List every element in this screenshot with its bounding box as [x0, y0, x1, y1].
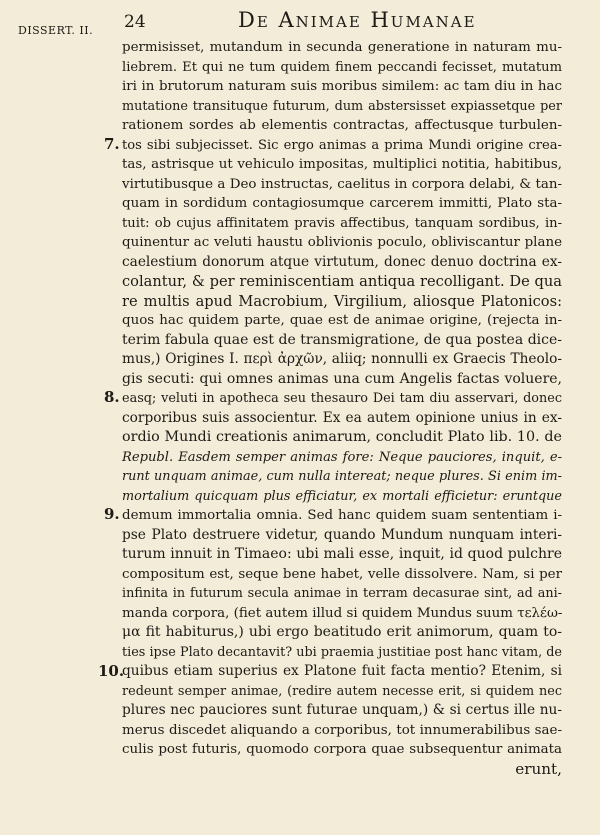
text-line: compositum est, seque bene habet, velle dissolvere. Nam, si per — [122, 566, 562, 582]
text-line: re multis apud Macrobium, Virgilium, aliosque Platonicos: — [122, 292, 562, 310]
text-line: quibus etiam superius ex Platone fuit facta mentio? Etenim, si — [122, 663, 562, 679]
margin-number: 10. — [98, 662, 125, 680]
catchword: erunt, — [515, 759, 562, 778]
text-line: merus discedet aliquando a corporibus, tot innumerabilibus sae- — [122, 722, 562, 738]
text-line: infinita in futurum secula animae in terram decasurae sint, ad ani- — [122, 586, 562, 601]
page-number: 24 — [124, 12, 146, 32]
text-line: Republ. Easdem semper animas fore: Neque pauciores, inquit, e- — [122, 449, 562, 465]
body-text — [122, 38, 562, 779]
margin-number: 8. — [104, 388, 120, 406]
text-line: corporibus suis associentur. Ex ea autem opinione unius in ex- — [122, 409, 562, 426]
text-line: quinentur ac veluti haustu oblivionis poculo, obliviscantur plane — [122, 235, 562, 250]
text-line: culis post futuris, quomodo corpora quae subsequentur animata — [122, 742, 562, 757]
text-line: redeunt semper animae, (redire autem necesse erit, si quidem nec — [122, 683, 562, 699]
text-line: μα fit habiturus,) ubi ergo beatitudo erit animorum, quam to- — [122, 624, 562, 640]
text-line: colantur, & per reminiscentiam antiqua recolligant. De qua — [122, 273, 562, 290]
text-line: permisisset, mutandum in secunda generatione in naturam mu- — [122, 40, 562, 55]
text-line: demum immortalia omnia. Sed hanc quidem suam sententiam i- — [122, 508, 562, 523]
section-label: DISSERT. II. — [18, 24, 94, 37]
text-line: caelestium donorum atque virtutum, donec denuo doctrina ex- — [122, 253, 562, 270]
text-line: manda corpora, (fiet autem illud si quidem Mundus suum τελέω- — [122, 605, 563, 621]
text-line: tos sibi subjecisset. Sic ergo animas a prima Mundi origine crea- — [122, 137, 562, 153]
text-line: mutatione transituque futurum, dum abstersisset expiassetque per — [122, 98, 562, 114]
text-line: quos hac quidem parte, quae est de animae origine, (rejecta in- — [122, 313, 562, 328]
page-header — [0, 6, 600, 36]
text-line: mortalium quicquam plus efficiatur, ex mortali efficietur: eruntque — [122, 488, 562, 504]
text-line: iri in brutorum naturam suis moribus similem: ac tam diu in hac — [122, 79, 562, 94]
text-line: terim fabula quae est de transmigratione, de qua postea dice- — [122, 331, 562, 348]
text-line: rationem sordes ab elementis contractas, affectusque turbulen- — [122, 118, 562, 133]
text-line: liebrem. Et qui ne tum quidem finem peccandi fecisset, mutatum — [122, 59, 562, 75]
text-line: turum innuit in Timaeo: ubi mali esse, inquit, id quod pulchre — [122, 546, 562, 562]
text-line: tuit: ob cujus affinitatem pravis affectibus, tanquam sordibus, in- — [122, 215, 562, 231]
text-line: ties ipse Plato decantavit? ubi praemia justitiae post hanc vitam, de — [122, 644, 562, 660]
text-line: quam in sordidum contagiosumque carcerem immitti, Plato sta- — [122, 196, 562, 211]
text-line: virtutibusque a Deo instructas, caelitus in corpora delabi, & tan- — [122, 176, 562, 192]
text-line: mus,) Origines I. περὶ ἀρχῶν, aliiq; nonnulli ex Graecis Theolo- — [122, 351, 562, 367]
text-line: runt unquam animae, cum nulla intereat; neque plures. Si enim im- — [122, 469, 562, 484]
text-line: gis secuti: qui omnes animas una cum Angelis factas voluere, — [122, 370, 562, 387]
margin-number: 7. — [104, 135, 120, 153]
text-line: plures nec pauciores sunt futurae unquam,) & si certus ille nu- — [122, 702, 562, 718]
margin-number: 9. — [104, 505, 120, 523]
text-line: pse Plato destruere videtur, quando Mundum nunquam interi- — [122, 526, 562, 543]
running-title: De Animae Humanae — [238, 8, 477, 32]
text-line: easq; veluti in apotheca seu thesauro Dei tam diu asservari, donec — [122, 391, 562, 406]
text-line: ordio Mundi creationis animarum, concludit Plato lib. 10. de — [122, 429, 562, 445]
text-line: tas, astrisque ut vehiculo impositas, multiplici notitia, habitibus, — [122, 157, 562, 172]
